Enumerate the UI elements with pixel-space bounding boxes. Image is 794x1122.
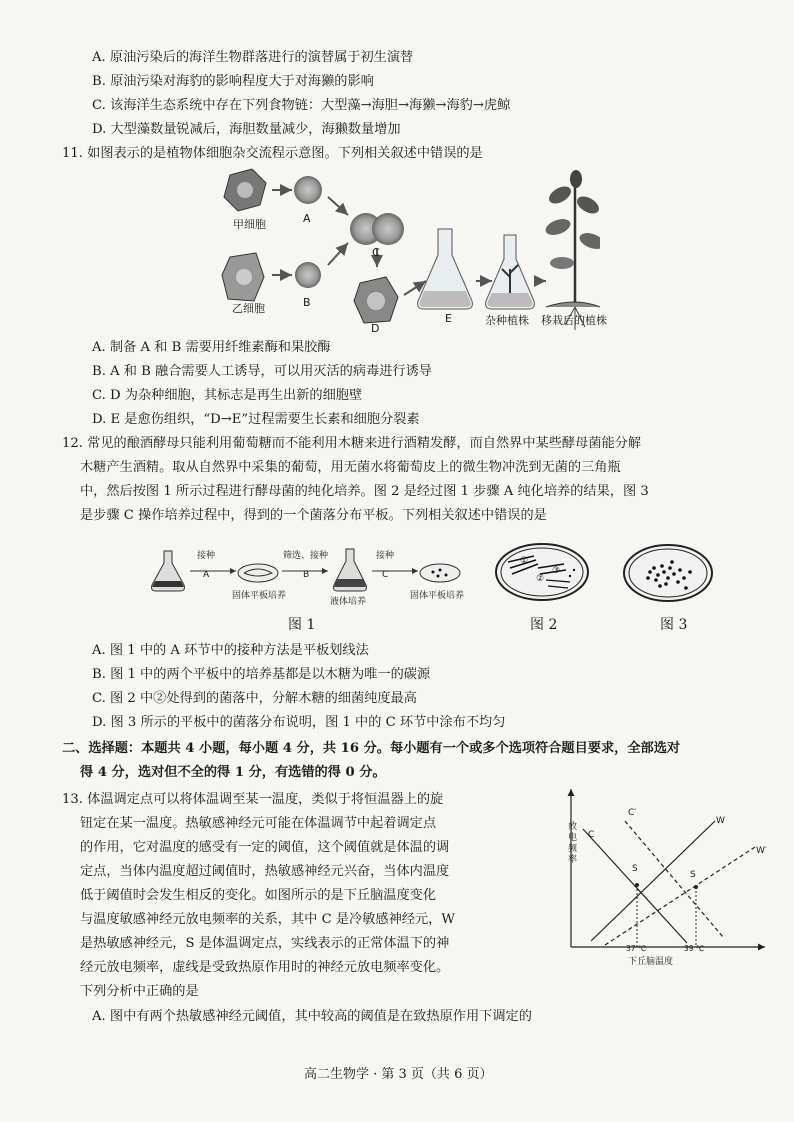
fig1-solid2-label: 固体平板培养 (410, 591, 465, 601)
q11-option-a: A. 制备 A 和 B 需要用纤维素酶和果胶酶 (92, 340, 331, 355)
q12-option-a: A. 图 1 中的 A 环节中的接种方法是平板划线法 (92, 643, 369, 658)
graph-tick-39: 39 ℃ (684, 944, 705, 953)
graph-tick-37: 37 ℃ (626, 944, 647, 953)
q13-line-9: 下列分析中正确的是 (80, 984, 199, 999)
q10-option-a: A. 原油污染后的海洋生物群落进行的演替属于初生演替 (92, 50, 414, 65)
q12-fig2 (494, 542, 594, 604)
q10-option-c: C. 该海洋生态系统中存在下列食物链：大型藻→海胆→海獭→海豹→虎鲸 (92, 98, 511, 113)
q13-line-4: 定点，当体内温度超过阈值时，热敏感神经元兴奋，当体内温度 (80, 864, 450, 879)
fig1-arrow1-label: 接种 (197, 551, 216, 561)
fig1-step-b: B (303, 570, 310, 580)
transplanted-plant-icon (543, 170, 600, 330)
page-footer: 高二生物学 · 第 3 页（共 6 页） (304, 1067, 493, 1082)
label-c: C (372, 246, 380, 259)
q12-stem-3: 中，然后按图 1 所示过程进行酵母菌的纯化培养。图 2 是经过图 1 步骤 A 纯化培养的结果，图 3 (80, 484, 649, 499)
graph-label-s2: S (690, 870, 696, 880)
q12-option-c: C. 图 2 中②处得到的菌落中，分解木糖的细菌纯度最高 (92, 691, 417, 706)
fig1-caption: 图 1 (288, 617, 316, 633)
label-d: D (371, 322, 380, 335)
label-transplanted-plant: 移栽后的植株 (541, 314, 607, 327)
graph-label-w-prime: W′ (756, 846, 767, 856)
q13-line-1: 13. 体温调定点可以将体温调至某一温度，类似于将恒温器上的旋 (62, 792, 444, 807)
fig3-caption: 图 3 (660, 617, 688, 633)
protoplast-b-icon (295, 262, 321, 288)
label-jia-cell: 甲细胞 (233, 218, 266, 231)
q13-graph (555, 785, 775, 965)
q13-option-a: A. 图中有两个热敏感神经元阈值，其中较高的阈值是在致热原作用下调定的 (92, 1009, 532, 1024)
q13-line-8: 经元放电频率，虚线是受致热原作用时的神经元放电频率变化。 (80, 960, 450, 975)
fig1-arrow2-label: 筛选、接种 (283, 551, 329, 561)
fig1-solid1-label: 固体平板培养 (232, 591, 287, 601)
fig1-arrow3-label: 接种 (376, 551, 395, 561)
graph-label-w: W (716, 816, 725, 826)
q12-stem-2: 木糖产生酒精。取从自然界中采集的葡萄，用无菌水将葡萄皮上的微生物冲洗到无菌的三角瓶 (80, 460, 621, 475)
q13-line-2: 钮定在某一温度。热敏感神经元可能在体温调节中起着调定点 (80, 816, 437, 831)
label-a: A (303, 212, 311, 225)
q12-stem-4: 是步骤 C 操作培养过程中，得到的一个菌落分布平板。下列相关叙述中错误的是 (80, 508, 547, 523)
section2-instructions-2: 得 4 分，选对但不全的得 1 分，有选错的得 0 分。 (80, 765, 386, 780)
protoplast-a-icon (294, 176, 322, 204)
fig1-step-a: A (203, 570, 210, 580)
graph-label-s1: S (632, 864, 638, 874)
q11-option-b: B. A 和 B 融合需要人工诱导，可以用灭活的病毒进行诱导 (92, 364, 432, 379)
label-hybrid-plant: 杂种植株 (485, 314, 529, 327)
q12-fig3 (620, 542, 716, 604)
label-b: B (303, 296, 311, 309)
section2-instructions-1: 二、选择题：本题共 4 小题，每小题 4 分，共 16 分。每小题有一个或多个选项符合题目要求，全部选对 (62, 741, 681, 756)
fig1-step-c: C (382, 570, 389, 580)
q12-option-b: B. 图 1 中的两个平板中的培养基都是以木糖为唯一的碳源 (92, 667, 431, 682)
fig1-liquid-label: 液体培养 (330, 597, 367, 607)
q12-stem-1: 12. 常见的酿酒酵母只能利用葡萄糖而不能利用木糖来进行酒精发酵，而自然界中某些酵母菌能分解 (62, 436, 642, 451)
q10-option-b: B. 原油污染对海豹的影响程度大于对海獭的影响 (92, 74, 374, 89)
q13-line-6: 与温度敏感神经元放电频率的关系，其中 C 是冷敏感神经元，W (80, 912, 455, 927)
label-e: E (445, 312, 452, 325)
fig2-mark-1: ① (520, 556, 529, 566)
graph-x-label: 下丘脑温度 (628, 957, 674, 967)
fig2-mark-2: ② (536, 574, 545, 584)
q12-option-d: D. 图 3 所示的平板中的菌落分布说明，图 1 中的 C 环节中涂布不均匀 (92, 715, 506, 730)
curve-c-prime (625, 821, 723, 937)
curve-w-prime (605, 847, 755, 945)
label-yi-cell: 乙细胞 (232, 302, 265, 315)
fig2-mark-3: ③ (552, 566, 561, 576)
graph-label-c: C (588, 830, 595, 840)
q13-line-5: 低于阈值时会发生相反的变化。如图所示的是下丘脑温度变化 (80, 888, 437, 903)
graph-y-label: 放电频率 (568, 822, 578, 865)
q13-line-7: 是热敏感神经元，S 是体温调定点，实线表示的正常体温下的神 (80, 936, 450, 951)
q10-option-d: D. 大型藻数量锐减后，海胆数量减少，海獭数量增加 (92, 122, 401, 137)
graph-label-c-prime: C′ (628, 808, 637, 818)
fig2-caption: 图 2 (530, 617, 558, 633)
q13-line-3: 的作用，它对温度的感受有一定的阈值，这个阈值就是体温的调 (80, 840, 450, 855)
q11-option-c: C. D 为杂种细胞，其标志是再生出新的细胞壁 (92, 388, 363, 403)
q11-stem: 11. 如图表示的是植物体细胞杂交流程示意图。下列相关叙述中错误的是 (62, 146, 483, 161)
solid-plate-2-icon (420, 564, 460, 582)
q11-option-d: D. E 是愈伤组织，“D→E”过程需要生长素和细胞分裂素 (92, 412, 420, 427)
